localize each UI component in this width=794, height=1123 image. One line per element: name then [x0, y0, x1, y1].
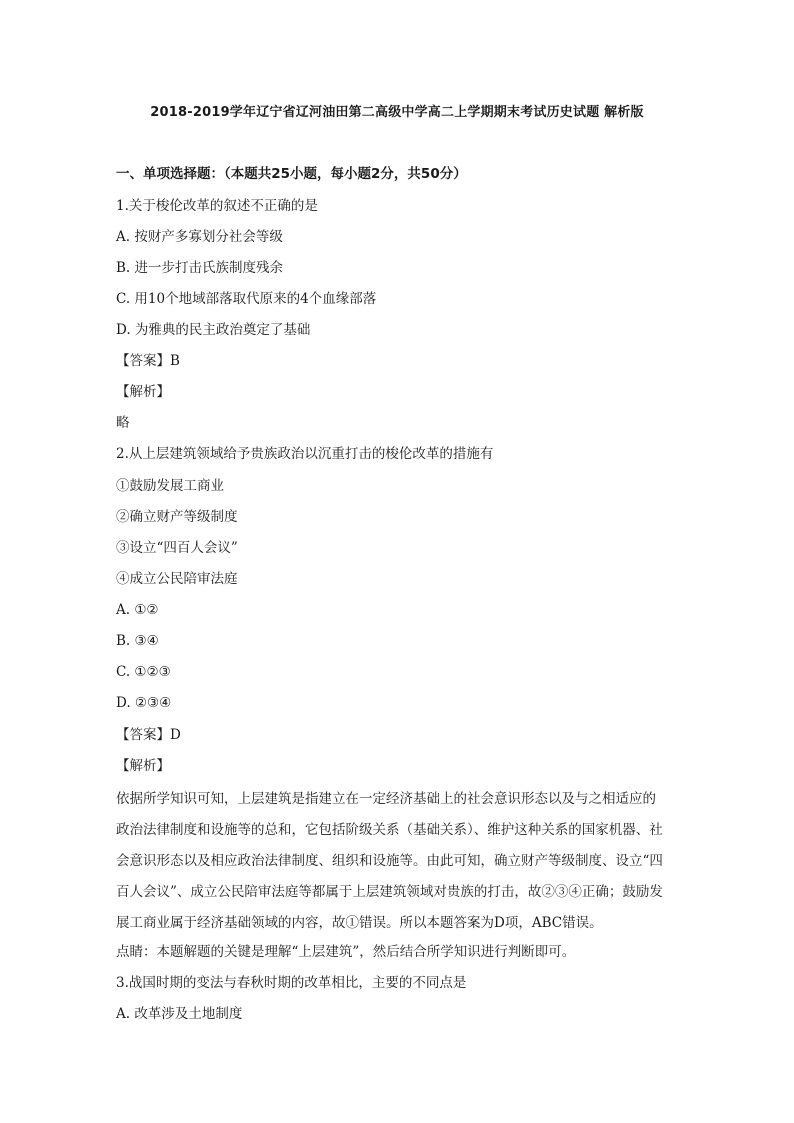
- analysis-line: 展工商业属于经济基础领域的内容，故①错误。所以本题答案为D项，ABC错误。: [116, 915, 603, 931]
- question-2-item-4: ④成立公民陪审法庭: [116, 571, 238, 587]
- question-2-option-c: C. ①②③: [116, 664, 171, 680]
- question-2-option-a: A. ①②: [116, 602, 159, 618]
- question-1-option-a: A. 按财产多寡划分社会等级: [116, 229, 283, 245]
- question-1-option-c: C. 用10个地域部落取代原来的4个血缘部落: [116, 291, 377, 307]
- question-1-analysis-label: 【解析】: [116, 384, 170, 400]
- section-heading: 一、单项选择题：（本题共25小题，每小题2分，共50分）: [116, 166, 467, 182]
- question-1-answer: 【答案】B: [116, 353, 180, 369]
- analysis-line: 百人会议”、成立公民陪审法庭等都属于上层建筑领域对贵族的打击，故②③④正确；鼓励发: [116, 884, 663, 900]
- question-3-option-a: A. 改革涉及土地制度: [116, 1006, 243, 1022]
- question-1-option-b: B. 进一步打击氏族制度残余: [116, 260, 284, 276]
- question-2-stem: 2.从上层建筑领域给予贵族政治以沉重打击的梭伦改革的措施有: [116, 446, 494, 462]
- question-2-item-3: ③设立“四百人会议”: [116, 540, 238, 556]
- question-2-analysis-label: 【解析】: [116, 758, 170, 774]
- question-2-option-d: D. ②③④: [116, 695, 172, 711]
- question-2-item-1: ①鼓励发展工商业: [116, 478, 224, 494]
- analysis-line: 会意识形态以及相应政治法律制度、组织和设施等。由此可知，确立财产等级制度、设立“四: [116, 853, 663, 869]
- question-1-analysis: 略: [116, 415, 130, 431]
- analysis-line: 依据所学知识可知，上层建筑是指建立在一定经济基础上的社会意识形态以及与之相适应的: [116, 791, 656, 807]
- analysis-line: 政治法律制度和设施等的总和，它包括阶级关系（基础关系）、维护这种关系的国家机器、社: [116, 822, 663, 838]
- question-2-analysis: [116, 784, 682, 939]
- question-1-option-d: D. 为雅典的民主政治奠定了基础: [116, 322, 311, 338]
- question-2-item-2: ②确立财产等级制度: [116, 509, 238, 525]
- question-2-option-b: B. ③④: [116, 633, 159, 649]
- question-3-stem: 3.战国时期的变法与春秋时期的改革相比，主要的不同点是: [116, 975, 467, 991]
- question-2-answer: 【答案】D: [116, 727, 181, 743]
- document-title: 2018-2019学年辽宁省辽河油田第二高级中学高二上学期期末考试历史试题 解析版: [150, 105, 644, 120]
- question-1-stem: 1.关于梭伦改革的叙述不正确的是: [116, 198, 318, 214]
- question-2-tip: 点睛：本题解题的关键是理解“上层建筑”，然后结合所学知识进行判断即可。: [116, 944, 576, 960]
